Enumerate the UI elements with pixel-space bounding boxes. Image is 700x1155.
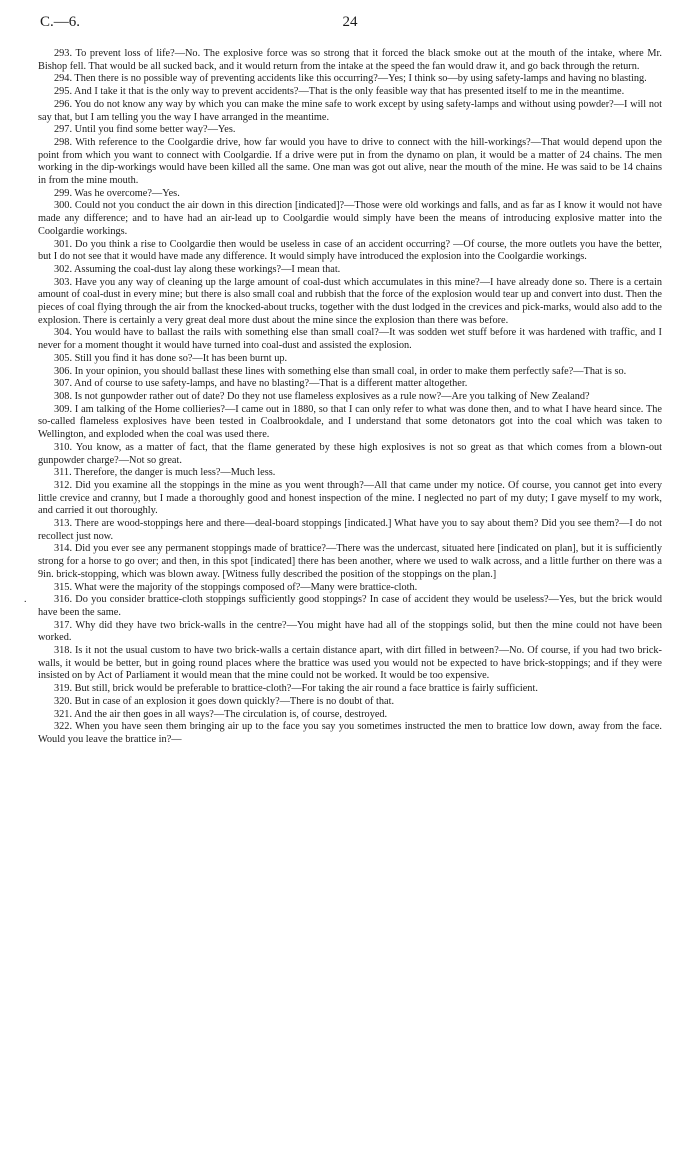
paragraph-306: 306. In your opinion, you should ballast these lines with something else than small coal, in order to make them perfectly safe?—That is so. [54, 365, 627, 377]
paragraph-294: 294. Then there is no possible way of preventing accidents like this occurring?—Yes; I think so—by using safety-lamps and having no blasting. [54, 73, 647, 85]
paragraph-320: 320. But in case of an explosion it goes down quickly?—There is no doubt of that. [54, 695, 395, 707]
paragraph-322: 322. When you have seen them bringing air up to the face you say you sometimes instructed the men to brattice low down, away from the face. Would you leave the brattice in?— [38, 721, 662, 745]
paragraph-310: 310. You know, as a matter of fact, that the flame generated by these high explosives is not so great as that which comes from a blown-out gunpowder charge?—Not so great. [38, 441, 662, 466]
paragraph-321: 321. And the air then goes in all ways?—The circulation is, of course, destroyed. [54, 708, 388, 720]
paragraph-312: 312. Did you examine all the stoppings in the mine as you went through?—All that came under my notice. Of course, you cannot get into every little crevice and cranny, but I made a thoroughly good and honest inspection of the mine. I neglected no part of my duty; I gave myself to my work, and carried it out thoroughly. [38, 479, 662, 517]
paragraph-308: 308. Is not gunpowder rather out of date? Do they not use flameless explosives as a rule now?—Are you talking of New Zealand? [54, 390, 590, 402]
page-number: 24 [342, 14, 358, 30]
page-header [40, 14, 660, 36]
paragraph-293: 293. To prevent loss of life?—No. The explosive force was so strong that it forced the black smoke out at the mouth of the intake, where Mr. Bishop fell. That would be all sucked back, and it would return from the intake at the speed the fan would draw it, and go back through the return. [38, 48, 662, 72]
paragraph-299: 299. Was he overcome?—Yes. [54, 187, 180, 199]
paragraph-295: 295. And I take it that is the only way to prevent accidents?—That is the only feasible way that has presented itself to me in the meantime. [54, 86, 625, 98]
paragraph-313: 313. There are wood-stoppings here and there—deal-board stoppings [indicated.] What have you to say about them? Did you see them?—I do not recollect just now. [38, 518, 662, 542]
paragraph-297: 297. Until you find some better way?—Yes. [54, 124, 236, 136]
document-body [38, 48, 662, 747]
paragraph-302: 302. Assuming the coal-dust lay along these workings?—I mean that. [54, 263, 341, 275]
paragraph-318: 318. Is it not the usual custom to have two brick-walls a certain distance apart, with dirt filled in between?—No. Of course, if you had two brick-walls, it would be better, but in going round places where the brattice was used you would not be expected to have brick-stoppings; and if they were insisted on by Act of Parliament it would mean that the mine could not be worked. It would be too expensive. [38, 645, 662, 682]
paragraph-316: 316. Do you consider brattice-cloth stoppings sufficiently good stoppings? In case of accident they would be useless?—Yes, but the brick would have been the same. [38, 594, 662, 618]
paragraph-303: 303. Have you any way of cleaning up the large amount of coal-dust which accumulates in this mine?—I have already done so. There is a certain amount of coal-dust in every mine; but there is also small coal and rubbish that the force of the explosion would tear up and convert into dust. Then the pieces of coal flying through the air from the knocked-about trucks, together with the dust lodged in the crevices and pick-marks, would also add to the explosion. There is certainly a very great deal more dust about the mine since the explosion than there was before. [38, 276, 662, 326]
paragraph-314: 314. Did you ever see any permanent stoppings made of brattice?—There was the undercast, situated here [indicated on plan], but it is sufficiently strong for a horse to go over; and then, in this spot [indicated] there has been another, where we used to walk across, and a little further on there was a 9in. brick-stopping, which was blown away. [Witness fully described the position of the stoppings on the plan.] [38, 543, 662, 580]
paragraph-307: 307. And of course to use safety-lamps, and have no blasting?—That is a different matter altogether. [54, 378, 468, 390]
paragraph-305: 305. Still you find it has done so?—It has been burnt up. [54, 352, 288, 364]
margin-mark: . [24, 594, 27, 605]
paragraph-298: 298. With reference to the Coolgardie drive, how far would you have to drive to connect with the hill-workings?—That would depend upon the point from which you want to connect with Coolgardie. If a drive were put in from the dynamo on plan, it would be a matter of 24 chains. The men working in the dip-workings would have been killed all the same. One man was got out alive, near the mouth of the mine. He was said to be 14 chains in from the mine mouth. [38, 136, 662, 187]
paragraph-309: 309. I am talking of the Home collieries?—I came out in 1880, so that I can only refer to what was done then, and to what I have heard since. The so-called flameless explosives have been tested in Coalbrookdale, and I understand that some detonators got into the coal which was taken to Wellington, and exploded when the coal was used there. [38, 403, 662, 441]
paragraph-315: 315. What were the majority of the stoppings composed of?—Many were brattice-cloth. [54, 581, 418, 593]
paragraph-300: 300. Could not you conduct the air down in this direction [indicated]?—Those were old workings and falls, and as far as I know it would not have made any difference; and to have had an air-lead up to Coolgardie would simply have been the means of introducing explosive matter into the Coolgardie workings. [38, 200, 662, 237]
paragraph-301: 301. Do you think a rise to Coolgardie then would be useless in case of an accident occurring? —Of course, the more outlets you have the better, but I do not see that it would have made any difference. It would simply have introduced the explosion into the Coolgardie workings. [38, 238, 662, 263]
paragraph-311: 311. Therefore, the danger is much less?—Much less. [54, 467, 276, 479]
paragraph-317: 317. Why did they have two brick-walls in the centre?—You might have had all of the stoppings solid, but then the mine could not have been worked. [38, 619, 662, 644]
document-reference: C.—6. [40, 14, 81, 30]
paragraph-319: 319. But still, brick would be preferable to brattice-cloth?—For taking the air round a face brattice is fairly sufficient. [54, 683, 538, 695]
paragraph-296: 296. You do not know any way by which you can make the mine safe to work except by using safety-lamps and without using powder?—I will not say that, but I am telling you the way I have arranged in the meantime. [38, 98, 662, 123]
paragraph-304: 304. You would have to ballast the rails with something else than small coal?—It was sodden wet stuff before it was hardened with traffic, and I never for a moment thought it would have turned into coal-dust and assisted the explosion. [38, 327, 662, 352]
